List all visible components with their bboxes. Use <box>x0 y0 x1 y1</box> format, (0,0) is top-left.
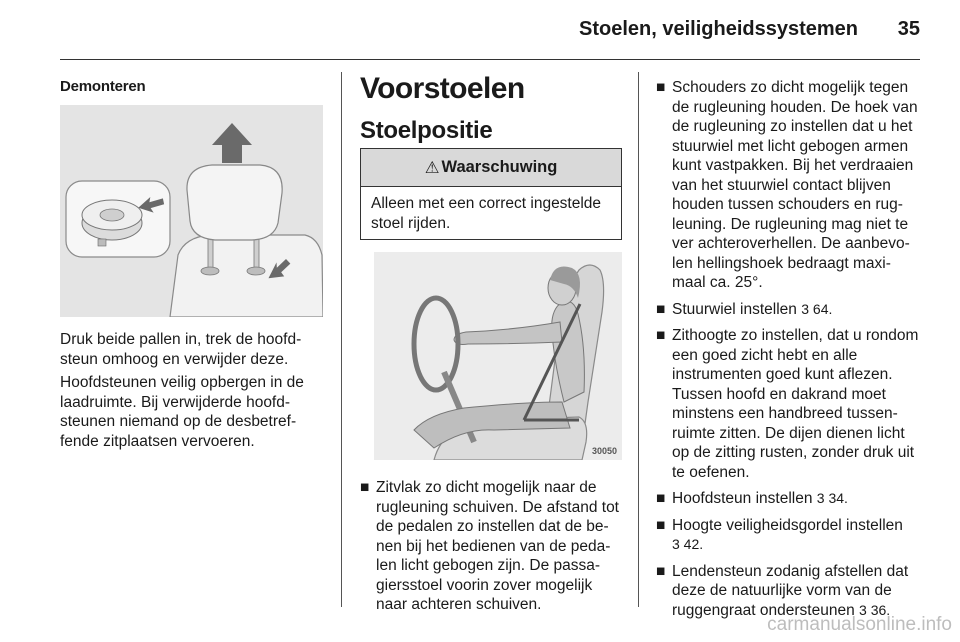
list-item <box>656 489 922 509</box>
bullet-text: Lendensteun zodanig afstellen dat deze de natuurlijke vorm van de ruggengraat ondersteunen <box>672 562 909 619</box>
paragraph: Hoofdsteunen veilig opbergen in de laadruimte. Bij verwijderde hoofd-steunen niemand op de desbetref-fende zitplaatsen vervoeren. <box>60 374 304 450</box>
list-item <box>656 300 922 320</box>
warning-text: Alleen met een correct ingestelde stoel rijden. <box>371 195 602 232</box>
bullet-square-icon: ■ <box>656 327 666 344</box>
bullet-text: Schouders zo dicht mogelijk tegen de rugleuning houden. De hoek van de rugleuning zo instellen dat u het stuurwiel met licht gebogen armen kunt vastpakken. Bij het verdraaien van het stuurwiel contact blijven houden tussen schouders en rug-leuning. De rugleuning mag niet te ver achteroverhellen. De aanbevo-len hellingshoek bedraagt maxi-maal ca. 25°. <box>672 79 918 291</box>
page-number: 35 <box>897 18 920 40</box>
bullet-square-icon: ■ <box>656 79 666 96</box>
section-title-demonteren: Demonteren <box>60 78 146 95</box>
bullet-text: Hoofdsteun instellen <box>672 490 813 507</box>
bullet-square-icon: ■ <box>656 300 666 318</box>
heading-voorstoelen: Voorstoelen <box>360 72 525 105</box>
figure-number: 30050 <box>591 446 617 456</box>
headrest-removal-illustration <box>60 105 323 317</box>
page-reference-link[interactable]: 3 42. <box>672 536 704 552</box>
page-header <box>60 0 920 60</box>
middle-bullet-list <box>360 478 625 622</box>
bullet-text: Zitvlak zo dicht mogelijk naar de rugleuning schuiven. De afstand tot de pedalen zo instellen dat de be-nen bij het bedienen van de peda-len licht gebogen zijn. De passa-giersstoel voorin zover mogelijk naar achteren schuiven. <box>376 479 619 613</box>
warning-triangle-icon: ⚠ <box>424 158 440 177</box>
warning-header <box>361 149 621 187</box>
list-item <box>656 562 922 621</box>
list-item <box>656 78 922 293</box>
bullet-text: Hoogte veiligheidsgordel instellen <box>672 516 903 534</box>
paragraph: Druk beide pallen in, trek de hoofd-steun omhoog en verwijder deze. <box>60 331 302 368</box>
page-reference-link[interactable]: 3 36. <box>859 601 891 618</box>
bullet-square-icon: ■ <box>360 479 370 496</box>
right-bullet-list <box>656 78 922 627</box>
header-title: Stoelen, veiligheidssystemen <box>579 18 858 40</box>
watermark: carmanualsonline.info <box>767 614 952 635</box>
page-reference-link[interactable]: 3 64. <box>801 300 833 317</box>
list-item <box>656 326 922 482</box>
list-item <box>360 478 625 615</box>
bullet-square-icon: ■ <box>656 562 666 580</box>
left-column <box>60 78 325 95</box>
bullet-square-icon: ■ <box>656 490 666 507</box>
page-reference-link[interactable]: 3 34. <box>816 490 848 506</box>
subheading-stoelpositie: Stoelpositie <box>360 117 493 144</box>
warning-title: Waarschuwing <box>441 158 558 176</box>
bullet-text: Zithoogte zo instellen, dat u rondom een goed zicht hebt en alle instrumenten goed kunt aflezen. Tussen hoofd en dakrand moet minstens een handbreed tussen-ruimte zitten. De dijen dienen licht op de zitting rusten, zonder druk uit te oefenen. <box>672 327 919 481</box>
column-divider <box>341 72 342 607</box>
seating-position-illustration <box>374 252 622 460</box>
warning-box <box>360 148 622 240</box>
bullet-text: Stuurwiel instellen <box>672 300 797 318</box>
bullet-square-icon: ■ <box>656 516 666 534</box>
column-divider <box>638 72 639 607</box>
list-item <box>656 516 922 555</box>
